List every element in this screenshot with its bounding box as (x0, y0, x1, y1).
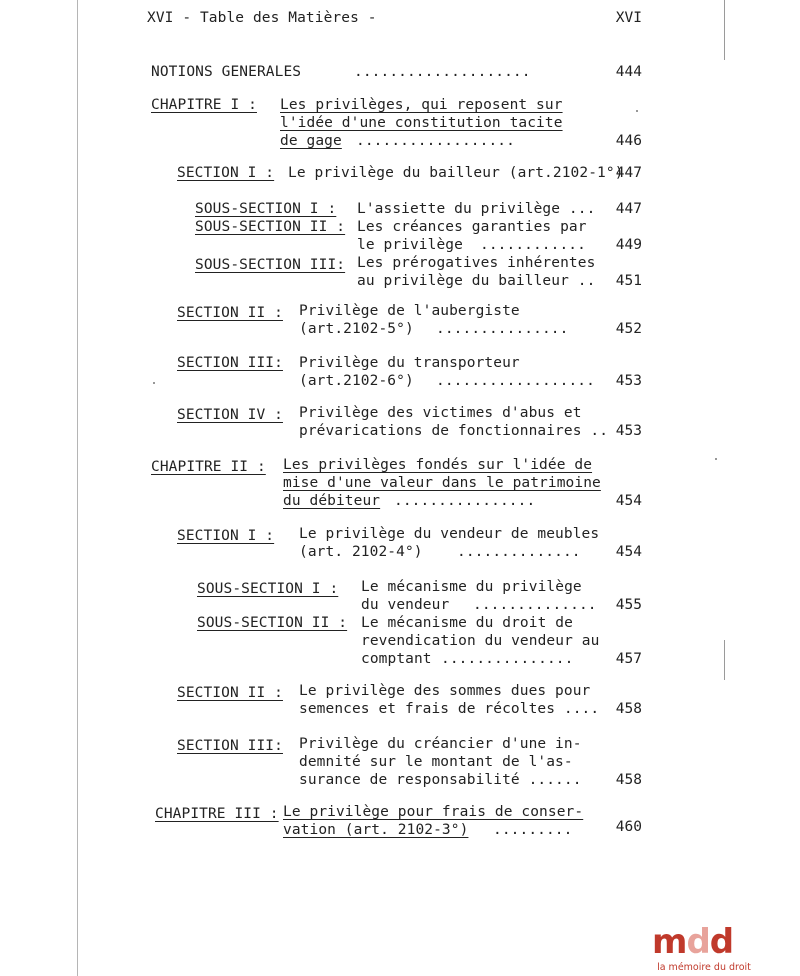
subsection-label: SOUS-SECTION I : (195, 201, 337, 217)
page-number: 447 (615, 165, 642, 181)
section-label: SECTION I : (177, 528, 275, 544)
page-number: 457 (615, 651, 642, 667)
chapter-title-line: mise d'une valeur dans le patrimoine (283, 475, 601, 491)
section-title-line: Le privilège des sommes dues pour (299, 683, 591, 699)
section-label: SECTION III: (177, 738, 283, 754)
page-number: 454 (615, 493, 642, 509)
section-title-line: demnité sur le montant de l'as- (299, 754, 573, 770)
header-title: XVI - Table des Matières - (147, 10, 377, 26)
section-title-line: prévarications de fonctionnaires .. (299, 423, 609, 439)
section-label: SECTION I : (177, 165, 275, 181)
chapter-label: CHAPITRE I : (151, 97, 257, 113)
subsection-title-line: Les créances garanties par (357, 219, 587, 235)
page-number: 453 (615, 423, 642, 439)
leader-dots: .................... (354, 64, 531, 80)
leader-dots: .............. (457, 544, 581, 560)
leader-dots: ................ (394, 493, 536, 509)
subsection-title-line: revendication du vendeur au (361, 633, 600, 649)
subsection-title-line: Les prérogatives inhérentes (357, 255, 596, 271)
subsection-label: SOUS-SECTION III: (195, 257, 346, 273)
chapter-title-line: vation (art. 2102-3°) (283, 822, 469, 838)
page-number: 455 (615, 597, 642, 613)
subsection-title-line: le privilège (357, 237, 463, 253)
section-title-line: surance de responsabilité ...... (299, 772, 582, 788)
subsection-label: SOUS-SECTION II : (197, 615, 348, 631)
page-number: 453 (615, 373, 642, 389)
section-title-line: Privilège de l'aubergiste (299, 303, 520, 319)
section-title-line: (art. 2102-4°) (299, 544, 423, 560)
leader-dots: ............... (436, 321, 569, 337)
chapter-title-line: Les privilèges fondés sur l'idée de (283, 457, 593, 473)
page-number: 451 (615, 273, 642, 289)
chapter-label: CHAPITRE III : (155, 806, 279, 822)
subsection-title-line: Le mécanisme du privilège (361, 579, 582, 595)
chapter-label: CHAPITRE II : (151, 459, 266, 475)
page-number: 447 (615, 201, 642, 217)
right-margin-line-lower (724, 640, 725, 680)
mdd-logo (644, 924, 764, 976)
page-number: 458 (615, 701, 642, 717)
leader-dots: ............... (441, 651, 574, 667)
section-title-line: Privilège des victimes d'abus et (299, 405, 582, 421)
chapter-title-line: de gage (280, 133, 342, 149)
subsection-label: SOUS-SECTION I : (197, 581, 339, 597)
chapter-title-line: Les privilèges, qui reposent sur (280, 97, 563, 113)
leader-dots: ......... (493, 822, 573, 838)
scan-speck (153, 382, 155, 384)
left-margin-line (77, 0, 78, 976)
section-title-line: Privilège du créancier d'une in- (299, 736, 582, 752)
logo-tagline: la mémoire du droit (657, 962, 751, 973)
scan-speck (636, 110, 638, 112)
entry-title: NOTIONS GENERALES (151, 64, 302, 80)
leader-dots: .................. (436, 373, 595, 389)
page-number: 446 (615, 133, 642, 149)
page-number: 460 (615, 819, 642, 835)
chapter-title-line: Le privilège pour frais de conser- (283, 804, 584, 820)
page-number: 444 (615, 64, 642, 80)
page-number: 458 (615, 772, 642, 788)
right-margin-line (724, 0, 725, 60)
page-number: 449 (615, 237, 642, 253)
scan-speck (715, 458, 717, 460)
chapter-title-line: du débiteur (283, 493, 381, 509)
section-title-line: semences et frais de récoltes .... (299, 701, 600, 717)
subsection-label: SOUS-SECTION II : (195, 219, 346, 235)
section-label: SECTION IV : (177, 407, 283, 423)
subsection-title-line: du vendeur (361, 597, 450, 613)
section-label: SECTION II : (177, 305, 283, 321)
section-title-line: (art.2102-5°) (299, 321, 414, 337)
subsection-title-line: Le mécanisme du droit de (361, 615, 573, 631)
chapter-title-line: l'idée d'une constitution tacite (280, 115, 563, 131)
logo-mark: mdd (652, 922, 734, 962)
section-title-line: Le privilège du vendeur de meubles (299, 526, 600, 542)
subsection-title-line: au privilège du bailleur .. (357, 273, 596, 289)
section-title-line: Privilège du transporteur (299, 355, 520, 371)
leader-dots: .............. (473, 597, 597, 613)
page-number: 454 (615, 544, 642, 560)
subsection-title: L'assiette du privilège ... (357, 201, 596, 217)
leader-dots: ............ (480, 237, 586, 253)
page-number: 452 (615, 321, 642, 337)
section-title: Le privilège du bailleur (art.2102-1°) (288, 165, 624, 181)
section-label: SECTION III: (177, 355, 283, 371)
subsection-title-line: comptant (361, 651, 432, 667)
leader-dots: .................. (356, 133, 515, 149)
section-label: SECTION II : (177, 685, 283, 701)
section-title-line: (art.2102-6°) (299, 373, 414, 389)
header-page-number: XVI (615, 10, 642, 26)
